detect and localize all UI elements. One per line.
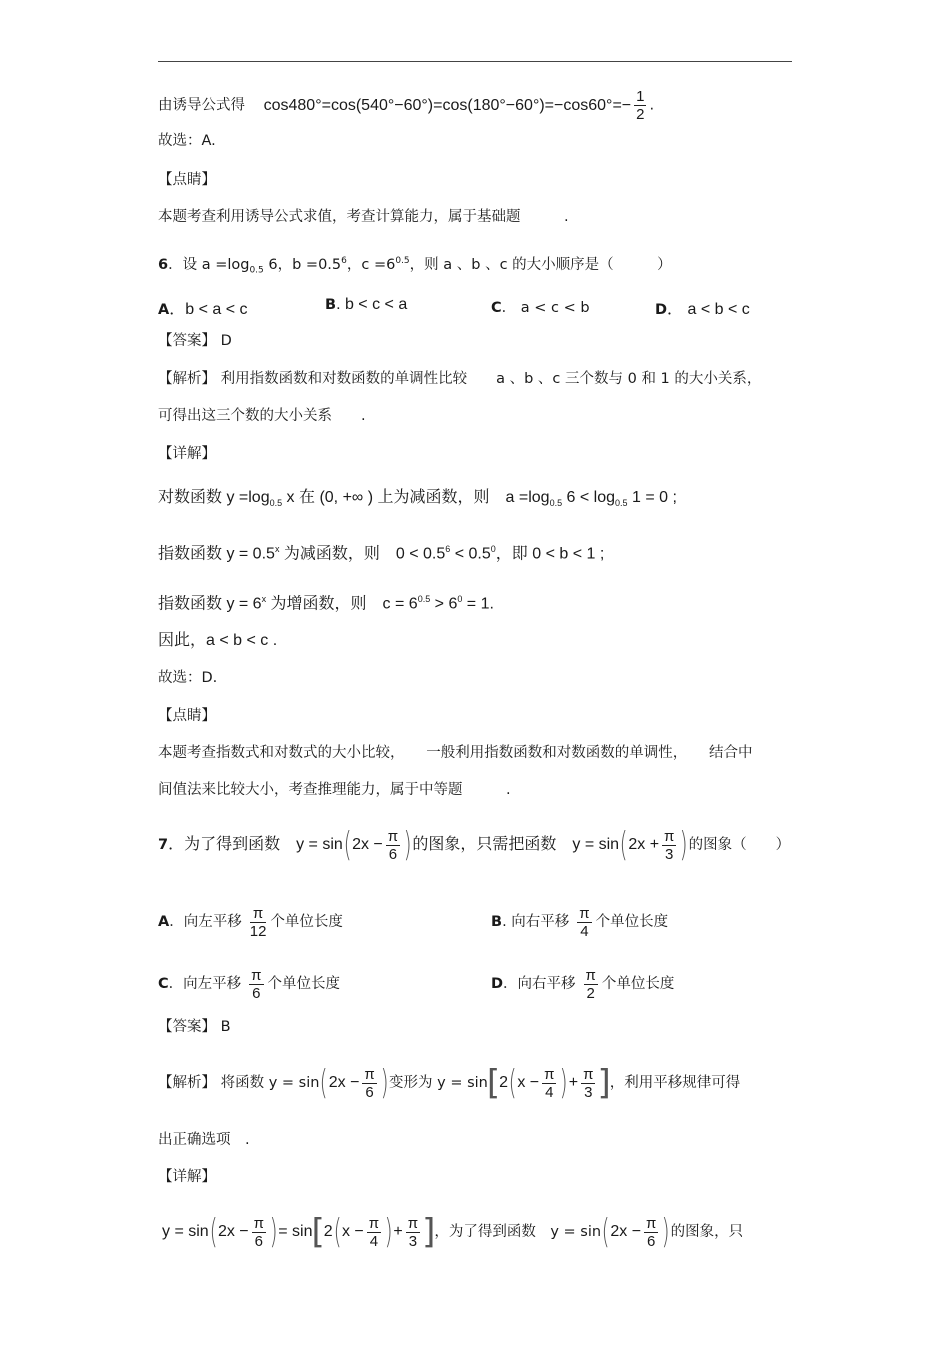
q6-detail-4: 因此，a < b < c . <box>158 632 278 649</box>
fraction: $\frac{1}{2}$ <box>636 88 645 123</box>
header-rule <box>158 61 792 62</box>
formula: cos480°=cos(540°−60°)=cos(180°−60°)=−cos60°=− <box>263 96 632 114</box>
q6-option-a[interactable]: A．b < a < c <box>158 301 248 318</box>
q7-option-a[interactable]: A．向左平移 $\frac{\pi}{12}$ 个单位长度 <box>158 904 343 940</box>
q6-tip-2: 间值法来比较大小，考查推理能力，属于中等题 . <box>158 782 511 798</box>
q6-detail-1: 对数函数 $y =\log_{0.5}$ x 在 (0, +∞ ) 上为减函数，则 $a =\log_{0.5}$ $6 < \log_{0.5} 1 = 0$ ; <box>158 489 677 509</box>
question-7: 7．为了得到函数 y = sin(2x − $\frac{\pi}{6}$ )的图象，只需把函数 y = sin(2x + $\frac{\pi}{3}$ )的图象（ ） <box>158 825 791 865</box>
period: . <box>649 97 655 114</box>
q7-answer: 【答案】 B <box>158 1019 231 1035</box>
q6-tip-heading: 【点睛】 <box>158 708 216 724</box>
q7-option-b[interactable]: B. 向右平移 $\frac{\pi}{4}$ 个单位长度 <box>491 904 669 940</box>
q6-tip-1: 本题考查指数式和对数式的大小比较， 一般利用指数函数和对数函数的单调性， 结合中 <box>158 745 753 761</box>
q7-option-c[interactable]: C．向左平移 $\frac{\pi}{6}$ 个单位长度 <box>158 966 341 1002</box>
q7-analysis: 【解析】 将函数 y = sin(2x − $\frac{\pi}{6}$ )变形为 y = sin[2(x − $\frac{\pi}{4}$ )+ $\frac{\pi}{3}$ ]，利用平移规律可得 <box>158 1063 741 1103</box>
q6-detail-3: 指数函数 $y = 6^x$ 为增函数，则 $c = 6^{0.5} > 6^0 = 1$. <box>158 594 494 613</box>
question-6: 6．设 $a =\log_{0.5}$ 6，$b =0.5^6$，$c =6^{0.5}$，则 a 、b 、c 的大小顺序是（ ） <box>158 256 672 276</box>
q6-option-c[interactable]: C． a < c < b <box>491 300 590 316</box>
q6-answer: 【答案】 D <box>158 333 232 349</box>
q6-analysis: 【解析】 利用指数函数和对数函数的单调性比较 a 、b 、c 三个数与 0 和 1 的大小关系， <box>158 371 762 387</box>
choice-line: 故选：A. <box>158 133 216 149</box>
q7-detail-heading: 【详解】 <box>158 1169 216 1185</box>
q7-option-d[interactable]: D．向右平移 $\frac{\pi}{2}$ 个单位长度 <box>491 966 675 1002</box>
q7-analysis-2: 出正确选项 . <box>158 1132 250 1148</box>
induction-formula-line <box>158 88 654 123</box>
text: 由诱导公式得 <box>158 97 245 114</box>
tip-heading: 【点睛】 <box>158 172 216 188</box>
q6-option-d[interactable]: D． a < b < c <box>655 301 750 318</box>
q6-detail-heading: 【详解】 <box>158 446 216 462</box>
q7-detail-1: y = sin(2x − $\frac{\pi}{6}$ )= sin[2(x − $\frac{\pi}{4}$ )+ $\frac{\pi}{3}$ ]，为了得到函数 y = sin(2x − $\frac{\pi}{6}$ )的图象，只 <box>162 1212 744 1252</box>
tip-text: 本题考查利用诱导公式求值，考查计算能力，属于基础题 . <box>158 209 569 225</box>
q6-detail-5: 故选：D. <box>158 670 218 686</box>
q6-option-b[interactable]: B. b < c < a <box>325 296 408 313</box>
q6-detail-2: 指数函数 $y = 0.5^x$ 为减函数，则 $0 < 0.5^6 < 0.5^0$，即 0 < b < 1 ; <box>158 544 605 563</box>
q6-analysis-2: 可得出这三个数的大小关系 . <box>158 408 366 424</box>
